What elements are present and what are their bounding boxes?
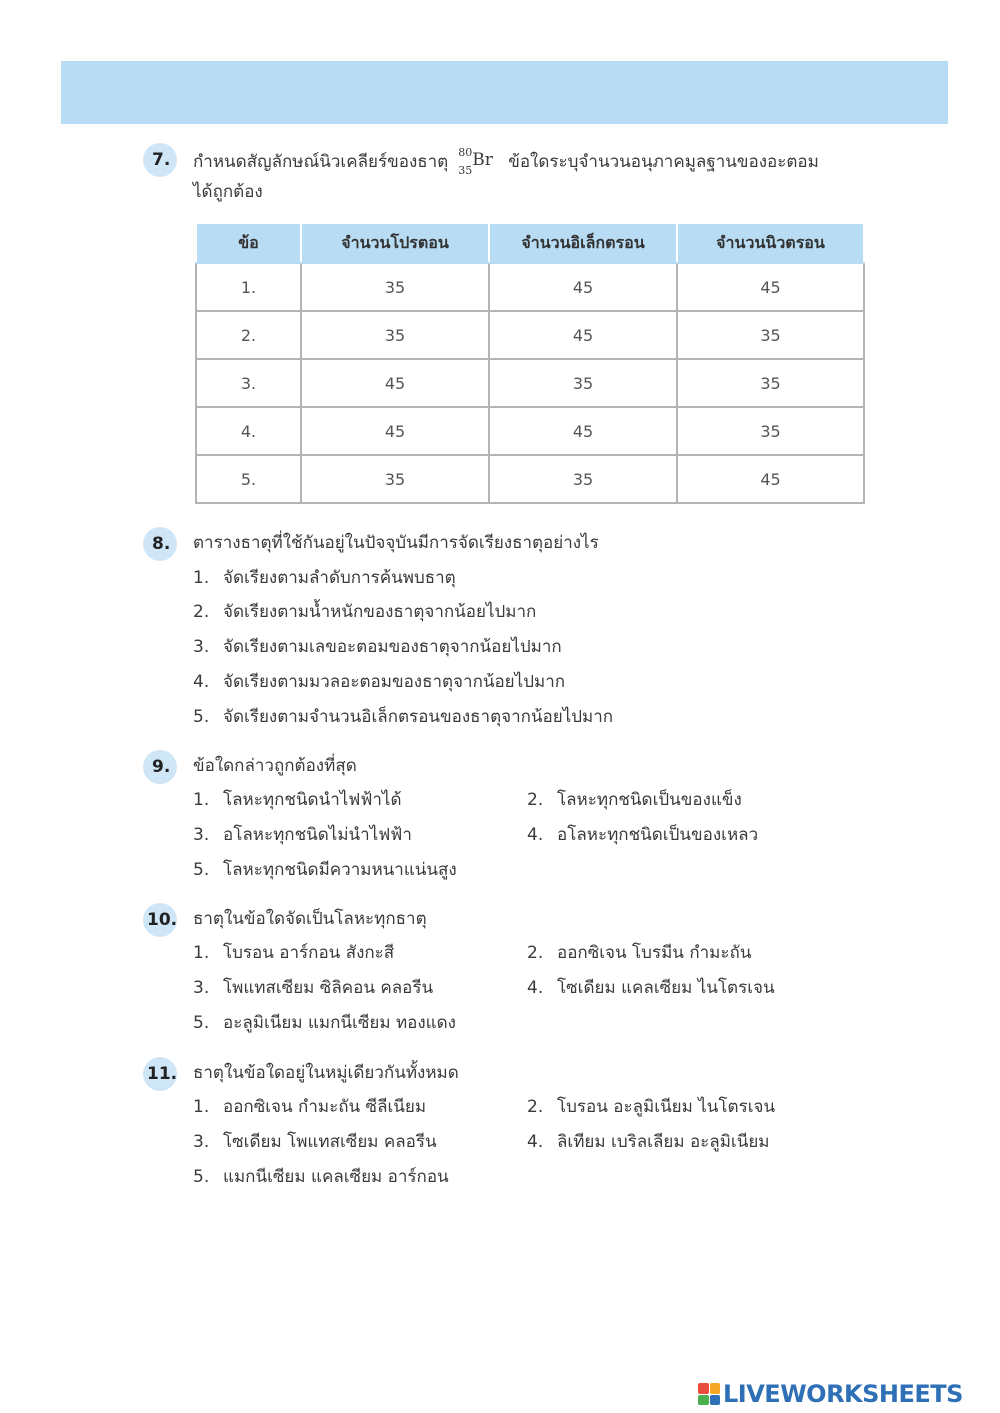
- option-number: 4.: [527, 825, 544, 845]
- table-cell: 35: [301, 455, 489, 503]
- question-7-text-after: ข้อใดระบุจำนวนอนุภาคมูลฐานของอะตอม: [508, 152, 819, 172]
- table-row: [196, 407, 864, 455]
- option-number: 1.: [193, 568, 210, 588]
- option-text: โบรอน อะลูมิเนียม ไนโตรเจน: [557, 1097, 776, 1117]
- table-row: [196, 311, 864, 359]
- q10-option-2[interactable]: [527, 938, 751, 968]
- option-text: โซเดียม แคลเซียม ไนโตรเจน: [557, 978, 775, 998]
- question-9-number: 9.: [143, 750, 177, 784]
- option-text: จัดเรียงตามลำดับการค้นพบธาตุ: [223, 568, 456, 588]
- table-cell: 1.: [196, 263, 301, 311]
- table-cell: 35: [301, 311, 489, 359]
- q11-option-2[interactable]: [527, 1092, 775, 1122]
- q10-option-5[interactable]: [193, 1008, 456, 1038]
- option-number: 3.: [193, 978, 210, 998]
- option-text: โลหะทุกชนิดนำไฟฟ้าได้: [223, 790, 402, 810]
- table-cell: 35: [677, 311, 864, 359]
- question-8-number: 8.: [143, 527, 177, 561]
- table-header-choice: ข้อ: [196, 223, 301, 263]
- option-number: 2.: [193, 602, 210, 622]
- option-number: 2.: [527, 943, 544, 963]
- mass-number: 80: [458, 146, 473, 159]
- table-cell: 45: [489, 311, 677, 359]
- q8-option-3[interactable]: [193, 632, 562, 662]
- option-text: โซเดียม โพแทสเซียม คลอรีน: [223, 1132, 437, 1152]
- table-cell: 45: [489, 407, 677, 455]
- question-7-text-before: กำหนดสัญลักษณ์นิวเคลียร์ของธาตุ: [193, 152, 449, 172]
- q8-option-2[interactable]: [193, 597, 536, 627]
- option-text: จัดเรียงตามเลขอะตอมของธาตุจากน้อยไปมาก: [223, 637, 562, 657]
- table-header-protons: จำนวนโปรตอน: [301, 223, 489, 263]
- option-text: อโลหะทุกชนิดเป็นของเหลว: [557, 825, 759, 845]
- question-9-text: ข้อใดกล่าวถูกต้องที่สุด: [193, 756, 357, 776]
- option-number: 1.: [193, 943, 210, 963]
- question-7-text: [193, 143, 819, 178]
- table-cell: 35: [677, 407, 864, 455]
- q9-option-2[interactable]: [527, 785, 742, 815]
- q8-option-5[interactable]: [193, 702, 613, 732]
- option-number: 4.: [193, 672, 210, 692]
- question-11-text: ธาตุในข้อใดอยู่ในหมู่เดียวกันทั้งหมด: [193, 1063, 459, 1083]
- option-text: จัดเรียงตามจำนวนอิเล็กตรอนของธาตุจากน้อยไปมาก: [223, 707, 614, 727]
- option-text: โพแทสเซียม ซิลิคอน คลอรีน: [223, 978, 434, 998]
- q10-option-4[interactable]: [527, 973, 775, 1003]
- table-header-row: [196, 223, 864, 263]
- option-text: อโลหะทุกชนิดไม่นำไฟฟ้า: [223, 825, 412, 845]
- table-row: [196, 263, 864, 311]
- question-8-text: ตารางธาตุที่ใช้กันอยู่ในปัจจุบันมีการจัดเรียงธาตุอย่างไร: [193, 533, 599, 553]
- option-text: อะลูมิเนียม แมกนีเซียม ทองแดง: [223, 1013, 456, 1033]
- atomic-number: 35: [458, 164, 473, 177]
- liveworksheets-logo[interactable]: [698, 1378, 994, 1410]
- table-header-electrons: จำนวนอิเล็กตรอน: [489, 223, 677, 263]
- option-number: 5.: [193, 860, 210, 880]
- question-10-text: ธาตุในข้อใดจัดเป็นโลหะทุกธาตุ: [193, 909, 427, 929]
- option-number: 1.: [193, 1097, 210, 1117]
- element-symbol: Br: [472, 150, 493, 170]
- q11-option-4[interactable]: [527, 1127, 770, 1157]
- table-cell: 35: [489, 359, 677, 407]
- option-number: 2.: [527, 790, 544, 810]
- table-cell: 45: [677, 455, 864, 503]
- question-7-text-line2: ได้ถูกต้อง: [193, 182, 263, 202]
- question-10-number: 10.: [143, 903, 177, 937]
- table-cell: 35: [301, 263, 489, 311]
- option-text: โบรอน อาร์กอน สังกะสี: [223, 943, 395, 963]
- option-text: ลิเทียม เบริลเลียม อะลูมิเนียม: [557, 1132, 770, 1152]
- liveworksheets-logo-icon: [698, 1383, 720, 1405]
- option-number: 3.: [193, 637, 210, 657]
- table-cell: 2.: [196, 311, 301, 359]
- option-text: ออกซิเจน โบรมีน กำมะถัน: [557, 943, 752, 963]
- table-cell: 35: [677, 359, 864, 407]
- q9-option-3[interactable]: [193, 820, 412, 850]
- q9-option-4[interactable]: [527, 820, 758, 850]
- option-number: 4.: [527, 1132, 544, 1152]
- q11-option-5[interactable]: [193, 1162, 449, 1192]
- q11-option-1[interactable]: [193, 1092, 426, 1122]
- q8-option-4[interactable]: [193, 667, 565, 697]
- q9-option-5[interactable]: [193, 855, 457, 885]
- particle-count-table: [195, 222, 865, 504]
- option-number: 4.: [527, 978, 544, 998]
- option-number: 2.: [527, 1097, 544, 1117]
- option-text: โลหะทุกชนิดเป็นของแข็ง: [557, 790, 742, 810]
- option-number: 5.: [193, 707, 210, 727]
- q10-option-1[interactable]: [193, 938, 394, 968]
- q10-option-3[interactable]: [193, 973, 433, 1003]
- option-number: 3.: [193, 825, 210, 845]
- question-7-number: 7.: [143, 143, 177, 177]
- option-text: ออกซิเจน กำมะถัน ซีลีเนียม: [223, 1097, 427, 1117]
- option-number: 1.: [193, 790, 210, 810]
- table-row: [196, 359, 864, 407]
- table-cell: 5.: [196, 455, 301, 503]
- table-header-neutrons: จำนวนนิวตรอน: [677, 223, 864, 263]
- table-cell: 35: [489, 455, 677, 503]
- option-text: แมกนีเซียม แคลเซียม อาร์กอน: [223, 1167, 449, 1187]
- table-cell: 3.: [196, 359, 301, 407]
- option-number: 3.: [193, 1132, 210, 1152]
- q9-option-1[interactable]: [193, 785, 402, 815]
- table-cell: 45: [301, 359, 489, 407]
- q11-option-3[interactable]: [193, 1127, 437, 1157]
- table-cell: 4.: [196, 407, 301, 455]
- table-cell: 45: [489, 263, 677, 311]
- table-cell: 45: [677, 263, 864, 311]
- nuclide-symbol: [458, 143, 502, 177]
- option-text: จัดเรียงตามมวลอะตอมของธาตุจากน้อยไปมาก: [223, 672, 566, 692]
- table-row: [196, 455, 864, 503]
- option-text: โลหะทุกชนิดมีความหนาแน่นสูง: [223, 860, 457, 880]
- question-11-number: 11.: [143, 1057, 177, 1091]
- table-cell: 45: [301, 407, 489, 455]
- header-band: [61, 61, 948, 124]
- option-number: 5.: [193, 1013, 210, 1033]
- option-number: 5.: [193, 1167, 210, 1187]
- q8-option-1[interactable]: [193, 563, 456, 593]
- logo-text: LIVEWORKSHEETS: [723, 1380, 963, 1408]
- option-text: จัดเรียงตามน้ำหนักของธาตุจากน้อยไปมาก: [223, 602, 537, 622]
